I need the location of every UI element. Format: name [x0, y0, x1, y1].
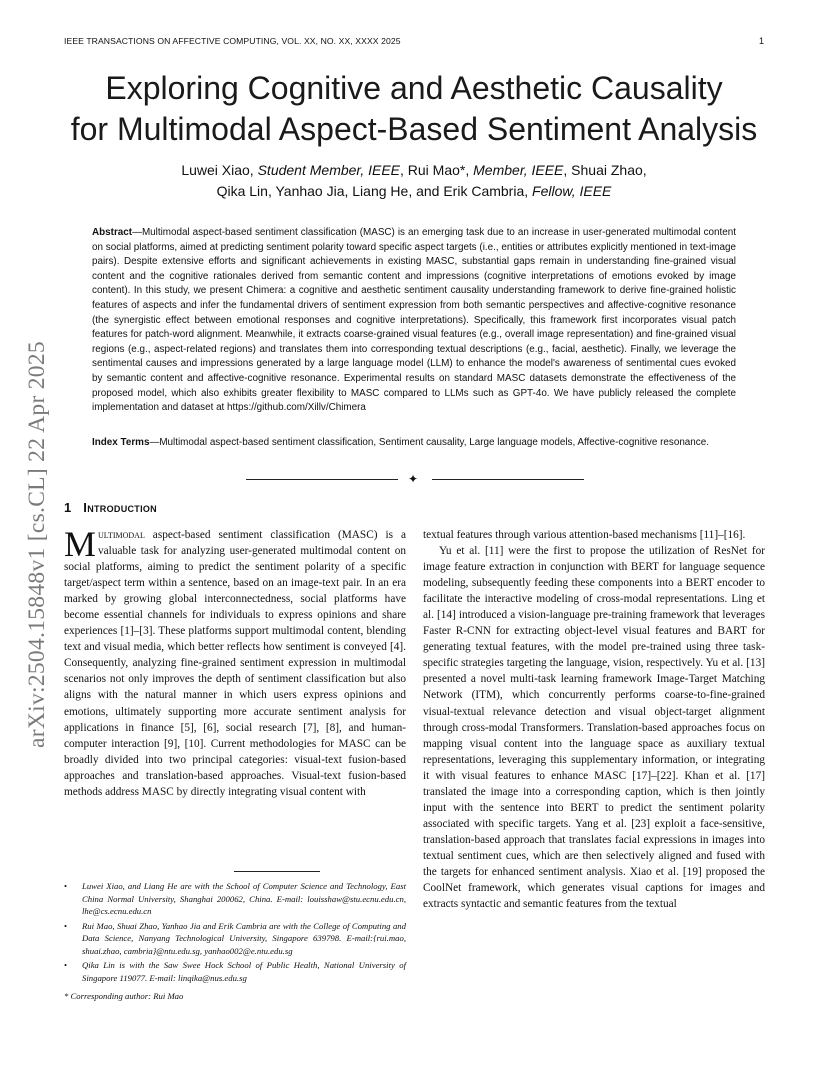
intro-paragraph-1 [64, 524, 406, 800]
arxiv-stamp-text: arXiv:2504.15848v1 [cs.CL] 22 Apr 2025 [24, 341, 50, 748]
abstract-label: Abstract [92, 227, 133, 238]
footnote-item [64, 920, 406, 958]
bullet-icon: • [64, 960, 68, 970]
intro-first-word: ultimodal [98, 529, 145, 541]
section-title: Introduction [83, 500, 157, 515]
footnote-item [64, 959, 406, 984]
intro-left-column [64, 524, 406, 800]
intro-right-column [423, 527, 765, 912]
author-affil: Member, IEEE [473, 162, 564, 178]
footnote-text: Luwei Xiao, and Liang He are with the School of Computer Science and Technology, East China Normal University, Shanghai 200062, China. E-mail: louisshaw@stu.ecnu.edu.cn, lhe@cs.ecnu.edu.cn [82, 881, 406, 916]
author-affil: Student Member, IEEE [257, 162, 400, 178]
right-paragraph-2: Yu et al. [11] were the first to propose the utilization of ResNet for image feature extraction in conjunction with BERT for language sequence modeling, subsequently feeding these components into a BERT encoder to facilitate the interactive modeling of cross-modal representations. Ling et al. [14] introduced a vision-language pre-training framework that leverages Faster R-CNN for extracting object-level visual features and BART for generating textual features, with the model pre-trained using three task-specific strategies targeting the language, vision, respectively. Yu et al. [13] presented a novel multi-task learning framework Image-Target Matching Network (ITM), which concurrently performs coarse-to-fine-grained visual-textual relevance detection and visual object-target alignment through cross-modal Transformers. Translation-based approaches focus on mapping visual content into the language space as auxiliary textual representations, leveraging this supplementary information, or integrating it with visual features to enhance MASC [17]–[22]. Khan et al. [17] translated the image into a corresponding caption, which is then jointly input with the sentence into BERT to predict the sentiment polarity associated with specific targets. Yang et al. [23] exploit a face-sensitive, translation-based approach that translates facial expressions in images into textual sentiment cues, which are then selectively aligned and fused with the targets for enhanced sentiment analysis. Xiao et al. [19] proposed the CoolNet framework, which generates visual captions for images and extracts syntactic and semantic features from the textual [423, 545, 765, 911]
page-number: 1 [758, 36, 764, 46]
footnote-text: Qika Lin is with the Saw Swee Hock School of Public Health, National University of Singapore 119077. E-mail: linqika@nus.edu.sg [82, 960, 406, 983]
footnotes [64, 880, 406, 1003]
running-header: IEEE TRANSACTIONS ON AFFECTIVE COMPUTING, VOL. XX, NO. XX, XXXX 2025 [64, 36, 401, 46]
section-heading [64, 500, 157, 515]
abstract-text: —Multimodal aspect-based sentiment classification (MASC) is an emerging task due to an increase in user-generated multimodal content on social platforms, aimed at predicting sentiment polarity toward specific aspect targets (i.e., entities or attributes explicitly mentioned in text-image pairs). Despite extensive efforts and significant achievements in existing MASC, substantial gaps remain in understanding fine-grained visual content and the cognitive rationales derived from semantic content and impressions (cognitive interpretations of emotions evoked by image content). In this study, we present Chimera: a cognitive and aesthetic sentiment causality understanding framework to derive fine-grained holistic features of aspects and infer the fundamental drivers of sentiment expression from both semantic perspectives and affective-cognitive resonance (the synergistic effect between emotional responses and cognitive interpretations). Specifically, this framework first incorporates visual patch features for patch-word alignment. Meanwhile, it extracts coarse-grained visual features (e.g., overall image representation) and fine-grained visual regions (e.g., aspect-related regions) and translates them into corresponding textual descriptions (e.g., facial, aesthetic). Finally, we leverage the sentimental causes and impressions generated by a large language model (LLM) to enhance the model's awareness of sentimental cues evoked by semantic content and affective-cognitive resonance. Experimental results on standard MASC datasets demonstrate the effectiveness of the proposed model, which also exhibits greater flexibility to MASC compared to LLMs such as GPT-4o. We have publicly released the complete implementation and dataset at https://github.com/Xillv/Chimera [92, 227, 736, 414]
title-line-2: for Multimodal Aspect-Based Sentiment Analysis [70, 111, 758, 147]
author-text: Luwei Xiao, [181, 162, 258, 178]
index-terms-text: —Multimodal aspect-based sentiment classification, Sentiment causality, Large language models, Affective-cognitive resonance. [149, 437, 709, 448]
author-list [40, 160, 788, 202]
footnote-item [64, 880, 406, 918]
paper-title [40, 68, 788, 150]
section-number: 1 [64, 500, 72, 515]
author-text: Qika Lin, Yanhao Jia, Liang He, and Erik Cambria, [216, 183, 533, 199]
right-paragraph-1: textual features through various attention-based mechanisms [11]–[16]. [423, 529, 746, 541]
divider-line-left [246, 479, 398, 480]
bullet-icon: • [64, 881, 68, 891]
dropcap-letter: M [64, 524, 97, 564]
index-terms-label: Index Terms [92, 437, 150, 448]
author-line-2 [40, 181, 788, 202]
footnote-rule [234, 871, 320, 872]
author-line-1 [40, 160, 788, 181]
divider-diamond-icon: ✦ [408, 472, 419, 486]
section-divider [246, 474, 584, 484]
divider-line-right [432, 479, 584, 480]
index-terms [92, 436, 736, 451]
author-text: , Rui Mao*, [400, 162, 474, 178]
author-affil: Fellow, IEEE [532, 183, 612, 199]
abstract [92, 226, 736, 416]
bullet-icon: • [64, 920, 68, 931]
author-text: , Shuai Zhao, [563, 162, 647, 178]
corresponding-author: * Corresponding author: Rui Mao [64, 991, 184, 1001]
footnote-text: Rui Mao, Shuai Zhao, Yanhao Jia and Erik Cambria are with the College of Computing and Data Science, Nanyang Technological University, Singapore 639798. E-mail:{rui.mao, shuai.zhao, cambria}@ntu.edu.sg, yanhao002@e.ntu.edu.sg [82, 920, 406, 956]
arxiv-stamp [6, 296, 50, 756]
intro-text: aspect-based sentiment classification (MASC) is a valuable task for analyzing user-generated multimodal content on social platforms, aiming to predict the sentiment polarity of a specific target/aspect term within a sentence, based on an image-text pair. In an era marked by growing global interconnectedness, social platforms have become essential channels for individuals to express opinions and share experiences [1]–[3]. These platforms support multimodal content, blending text and visual media, which better reflects how sentiment is conveyed [4]. Consequently, analyzing fine-grained sentiment expression in multimodal scenarios not only improves the depth of sentiment classification but also aligns with the natural manner in which users express opinions and emotions, ultimately supporting more accurate sentiment analysis for applications in finance [5], [6], social research [7], [8], and human-computer interaction [9], [10]. Current methodologies for MASC can be broadly divided into two principal categories: visual-text fusion-based approaches and translation-based approaches. Visual-text fusion-based methods address MASC by directly integrating visual content with [64, 529, 406, 798]
title-line-1: Exploring Cognitive and Aesthetic Causality [105, 70, 723, 106]
